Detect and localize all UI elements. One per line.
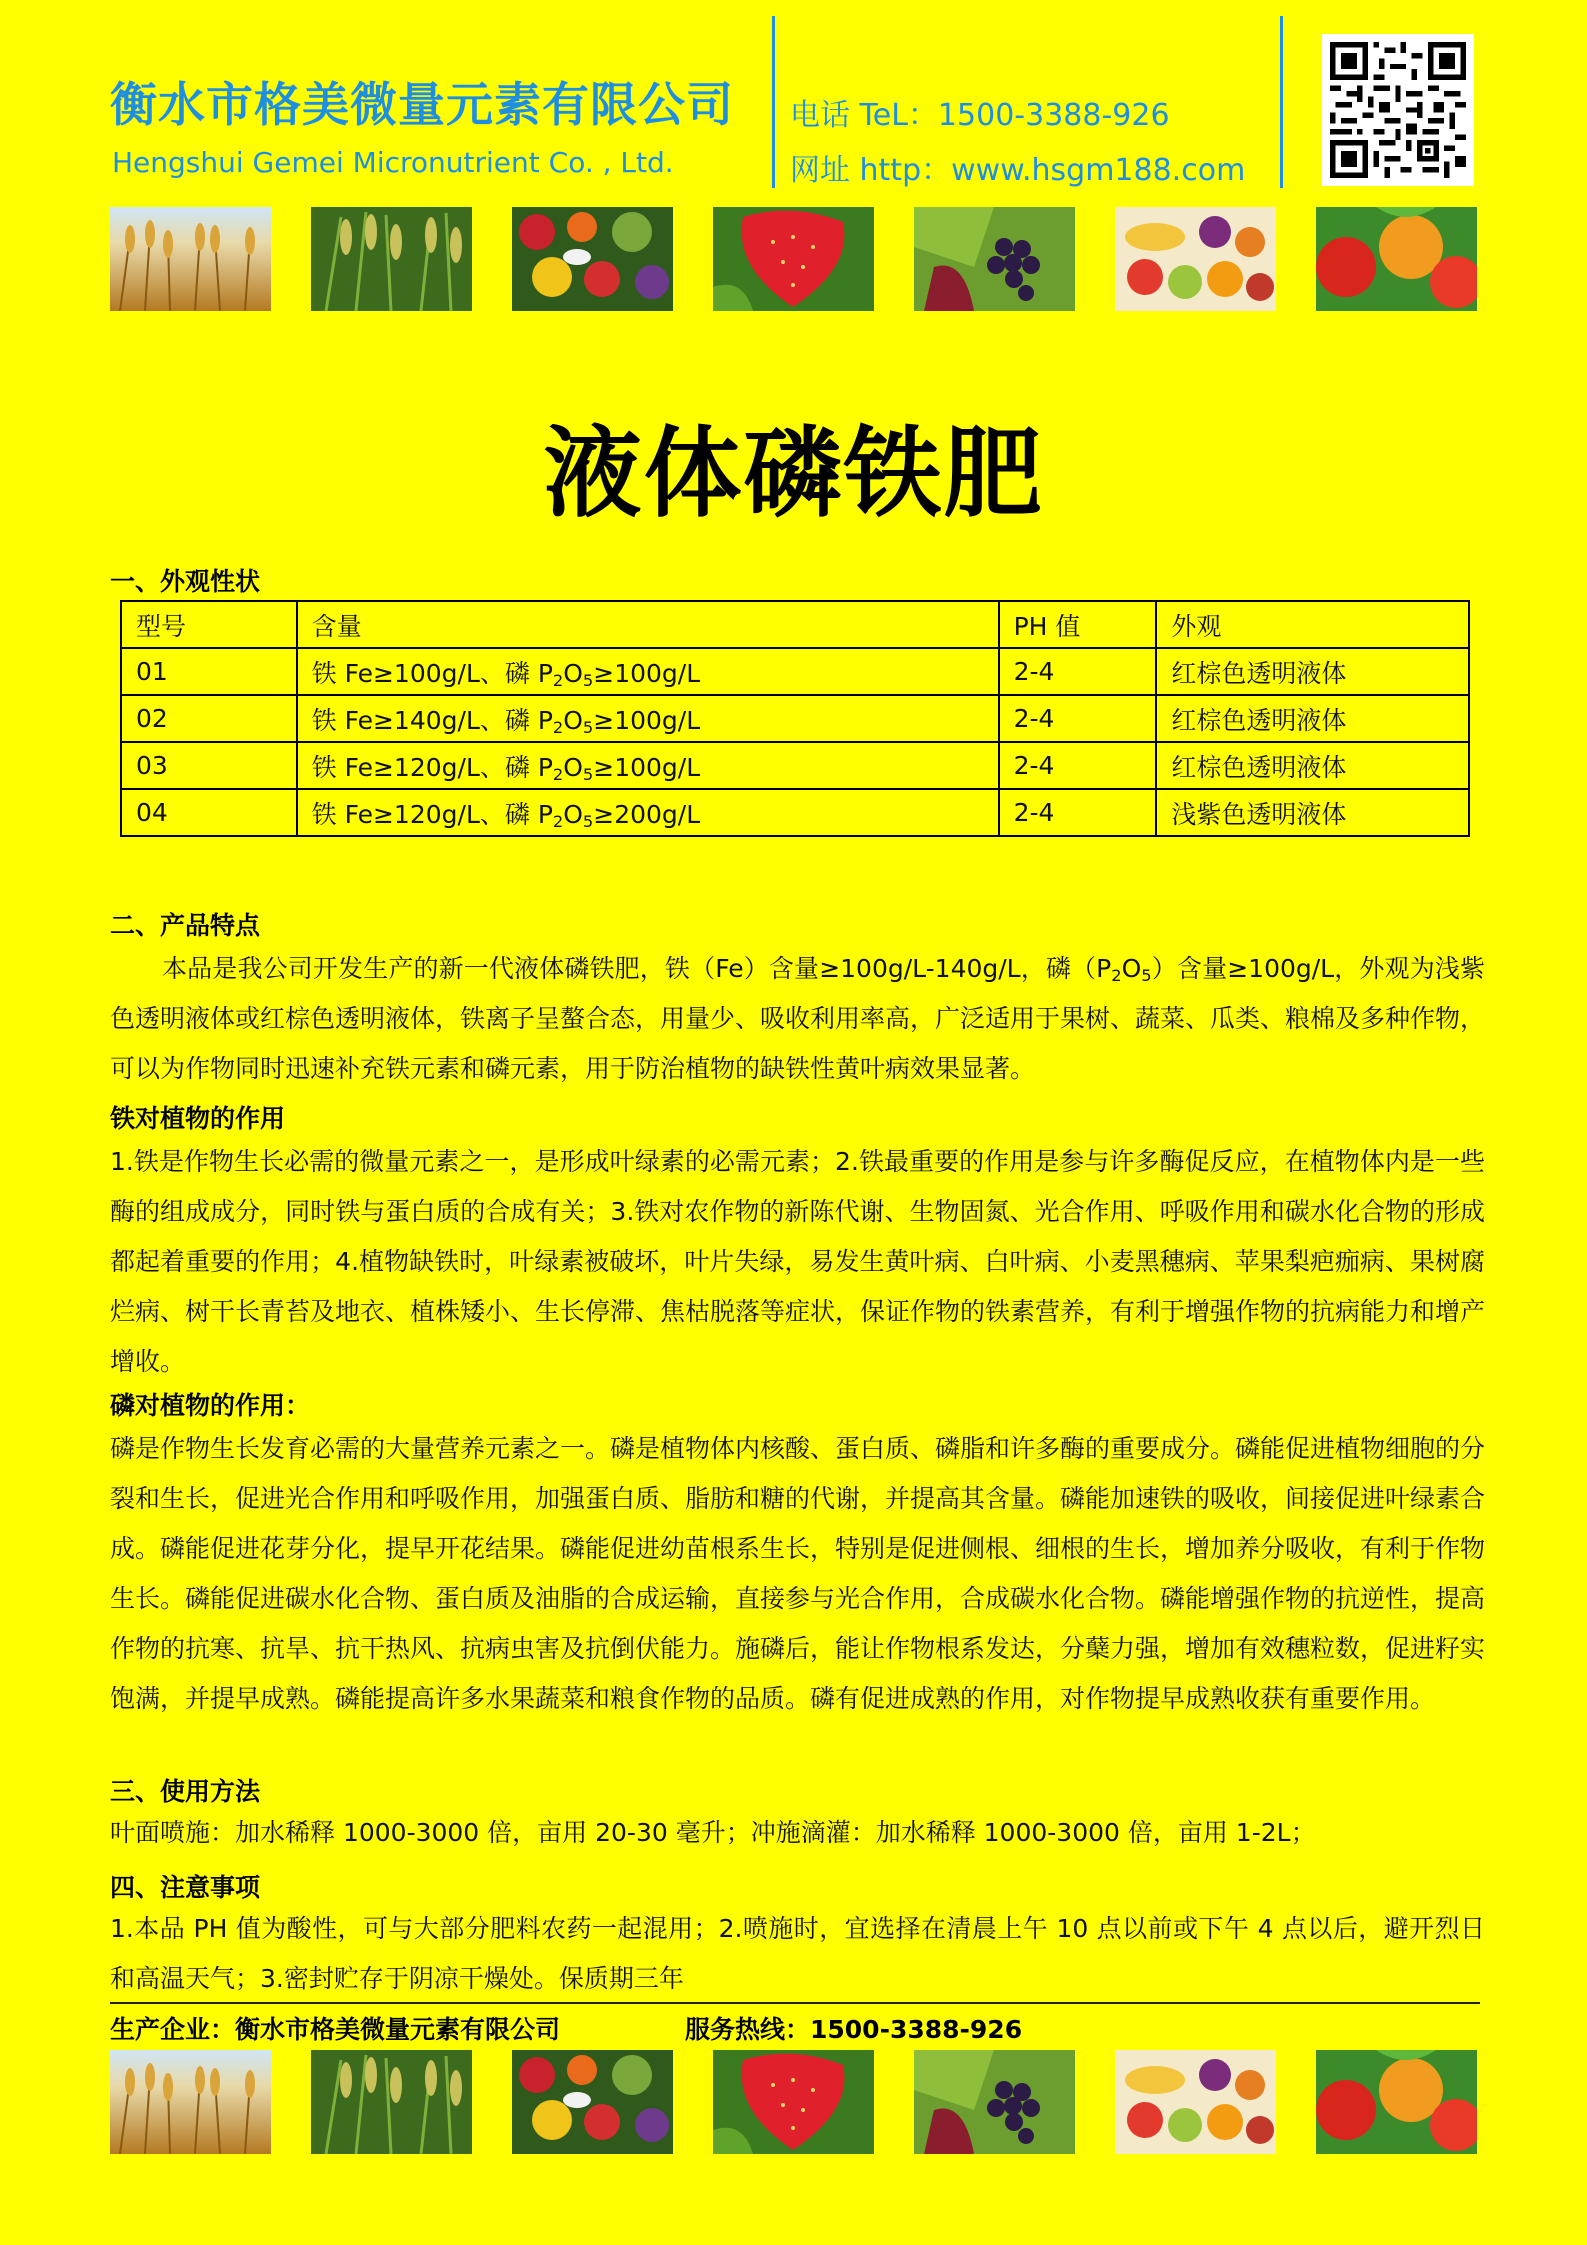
section-notes-heading: 四、注意事项: [110, 1873, 261, 1902]
header-divider-left: [772, 16, 775, 188]
vegetables-photo: [512, 2050, 673, 2154]
company-name-cn: 衡水市格美微量元素有限公司: [110, 78, 734, 133]
product-title: 液体磷铁肥: [543, 417, 1044, 531]
service-hotline: 服务热线：1500-3388-926: [685, 2015, 1023, 2044]
rice-photo: [311, 2050, 472, 2154]
col-header-model: 型号: [121, 601, 297, 648]
cell-appearance: 红棕色透明液体: [1156, 648, 1469, 695]
iron-role-heading: 铁对植物的作用: [110, 1104, 286, 1133]
qr-code-icon: [1322, 34, 1474, 186]
cell-model: 01: [121, 648, 297, 695]
strawberry-photo: [713, 207, 874, 311]
col-header-content: 含量: [297, 601, 999, 648]
vegetables-photo: [512, 207, 673, 311]
cell-content: 铁 Fe≥100g/L、磷 $P_2O_5\ge 100g/L$: [297, 648, 999, 695]
features-intro: 本品是我公司开发生产的新一代液体磷铁肥，铁（Fe）含量≥100g/L-140g/L，磷$(P_2O_5)$含量≥100g/L，外观为浅紫色透明液体或红棕色透明液体，铁离子呈螯合态，用量少、吸收利用率高，广泛适用于果树、蔬菜、瓜类、粮棉及多种作物，可以为作物同时迅速补充铁元素和磷元素，用于防治植物的缺铁性黄叶病效果显著。: [110, 954, 1486, 1083]
company-name-en: Hengshui Gemei Micronutrient Co. , Ltd.: [112, 146, 674, 179]
section-features-heading: 二、产品特点: [110, 911, 261, 940]
col-header-ph: PH 值: [999, 601, 1157, 648]
strawberry-photo: [713, 2050, 874, 2154]
wheat-photo: [110, 207, 271, 311]
photo-strip-bottom: [110, 2050, 1476, 2154]
cell-ph: 2-4: [999, 695, 1157, 742]
spec-table: [120, 600, 1470, 837]
fruit-basket-photo: [1115, 2050, 1276, 2154]
notes-text: 1.本品 PH 值为酸性，可与大部分肥料农药一起混用；2.喷施时，宜选择在清晨上午 10 点以前或下午 4 点以后，避开烈日和高温天气；3.密封贮存于阴凉干燥处。保质期三年: [110, 1914, 1485, 1993]
table-row: [121, 695, 1469, 742]
grapes-photo: [914, 2050, 1075, 2154]
photo-strip-top: [110, 207, 1476, 311]
usage-text: 叶面喷施：加水稀释 1000-3000 倍，亩用 20-30 毫升；冲施滴灌：加水稀释 1000-3000 倍，亩用 1-2L；: [110, 1818, 1316, 1847]
cell-content: 铁 Fe≥120g/L、磷 $P_2O_5\ge 100g/L$: [297, 742, 999, 789]
header-divider-right: [1280, 16, 1283, 188]
rice-photo: [311, 207, 472, 311]
table-header-row: [121, 601, 1469, 648]
cell-ph: 2-4: [999, 742, 1157, 789]
cell-ph: 2-4: [999, 789, 1157, 836]
cell-model: 02: [121, 695, 297, 742]
cell-model: 03: [121, 742, 297, 789]
iron-role-text: 1.铁是作物生长必需的微量元素之一，是形成叶绿素的必需元素；2.铁最重要的作用是参与许多酶促反应，在植物体内是一些酶的组成成分，同时铁与蛋白质的合成有关；3.铁对农作物的新陈代谢、生物固氮、光合作用、呼吸作用和碳水化合物的形成都起着重要的作用；4.植物缺铁时，叶绿素被破坏，叶片失绿，易发生黄叶病、白叶病、小麦黑穗病、苹果梨疤痂病、果树腐烂病、树干长青苔及地衣、植株矮小、生长停滞、焦枯脱落等症状，保证作物的铁素营养，有利于增强作物的抗病能力和增产增收。: [110, 1147, 1486, 1376]
cell-appearance: 浅紫色透明液体: [1156, 789, 1469, 836]
tomatoes-photo: [1316, 207, 1477, 311]
grapes-photo: [914, 207, 1075, 311]
phosphorus-role-heading: 磷对植物的作用：: [110, 1391, 311, 1420]
footer-divider: [110, 2002, 1480, 2004]
qr-code-graphic: [1330, 42, 1466, 178]
cell-content: 铁 Fe≥120g/L、磷 $P_2O_5\ge 200g/L$: [297, 789, 999, 836]
phone-number: 电话 TeL：1500-3388-926: [790, 98, 1170, 133]
cell-ph: 2-4: [999, 648, 1157, 695]
section-usage-heading: 三、使用方法: [110, 1777, 261, 1806]
table-row: [121, 648, 1469, 695]
header: [110, 14, 1480, 190]
cell-content: 铁 Fe≥140g/L、磷 $P_2O_5\ge 100g/L$: [297, 695, 999, 742]
tomatoes-photo: [1316, 2050, 1477, 2154]
phosphorus-role-text: 磷是作物生长发育必需的大量营养元素之一。磷是植物体内核酸、蛋白质、磷脂和许多酶的重要成分。磷能促进植物细胞的分裂和生长，促进光合作用和呼吸作用，加强蛋白质、脂肪和糖的代谢，并提高其含量。磷能加速铁的吸收，间接促进叶绿素合成。磷能促进花芽分化，提早开花结果。磷能促进幼苗根系生长，特别是促进侧根、细根的生长，增加养分吸收，有利于作物生长。磷能促进碳水化合物、蛋白质及油脂的合成运输，直接参与光合作用，合成碳水化合物。磷能增强作物的抗逆性，提高作物的抗寒、抗旱、抗干热风、抗病虫害及抗倒伏能力。施磷后，能让作物根系发达，分蘖力强，增加有效穗粒数，促进籽实饱满，并提早成熟。磷能提高许多水果蔬菜和粮食作物的品质。磷有促进成熟的作用，对作物提早成熟收获有重要作用。: [110, 1434, 1486, 1713]
col-header-appearance: 外观: [1156, 601, 1469, 648]
fruit-basket-photo: [1115, 207, 1276, 311]
producer-info: 生产企业：衡水市格美微量元素有限公司: [110, 2015, 561, 2044]
section-appearance-heading: 一、外观性状: [110, 567, 261, 596]
cell-appearance: 红棕色透明液体: [1156, 742, 1469, 789]
wheat-photo: [110, 2050, 271, 2154]
website-url: 网址 http：www.hsgm188.com: [790, 153, 1246, 188]
cell-appearance: 红棕色透明液体: [1156, 695, 1469, 742]
table-row: [121, 742, 1469, 789]
table-row: [121, 789, 1469, 836]
cell-model: 04: [121, 789, 297, 836]
